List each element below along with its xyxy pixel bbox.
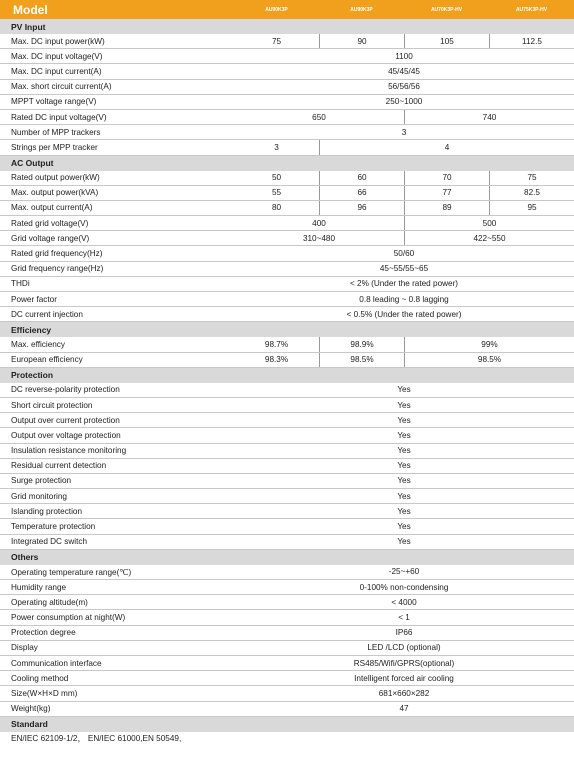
row-label: Grid monitoring (11, 491, 67, 501)
table-row (0, 49, 574, 64)
row-value: Yes (397, 476, 411, 486)
table-row (0, 383, 574, 398)
table-row (0, 337, 574, 352)
row-value: 740 (404, 110, 574, 124)
row-value: 4 (319, 140, 574, 154)
standard-text: EN/IEC 62109-1/2， EN/IEC 61000,EN 50549, (11, 734, 182, 744)
row-label: Weight(kg) (11, 704, 51, 714)
table-row (0, 186, 574, 201)
row-value: Yes (397, 537, 411, 547)
row-label: Operating temperature range(℃) (11, 567, 132, 577)
row-value: 89 (404, 201, 489, 215)
model-name: AU70K3P-HV (430, 6, 463, 13)
model-label: Model (13, 2, 48, 17)
table-row (0, 686, 574, 701)
row-label: Cooling method (11, 673, 69, 683)
model-name: AU90K3P (350, 6, 373, 13)
row-value: < 0.5% (Under the rated power) (346, 309, 462, 319)
section-header: Protection (0, 368, 574, 383)
row-value: 3 (401, 127, 407, 137)
row-value: -25~+60 (388, 567, 420, 577)
table-row (0, 110, 574, 125)
row-value: Yes (397, 385, 411, 395)
table-row (0, 671, 574, 686)
row-value: 3 (274, 142, 279, 152)
row-label: Rated grid frequency(Hz) (11, 249, 103, 259)
row-value: IP66 (395, 628, 413, 638)
row-value: 75 (271, 36, 282, 46)
row-label: Power factor (11, 294, 57, 304)
table-row (0, 519, 574, 534)
table-row (0, 125, 574, 140)
row-label: Max. DC input power(kW) (11, 36, 105, 46)
row-value: 98.3% (264, 355, 289, 365)
row-label: THDi (11, 279, 30, 289)
table-row (0, 535, 574, 550)
row-value: 60 (319, 171, 404, 185)
row-label: Power consumption at night(W) (11, 612, 126, 622)
row-value: RS485/Wifi/GPRS(optional) (353, 658, 455, 668)
row-label: Strings per MPP tracker (11, 142, 98, 152)
row-label: Humidity range (11, 582, 67, 592)
row-label: Max. DC input current(A) (11, 66, 102, 76)
row-value: 422~550 (404, 231, 574, 245)
model-name: AU75K3P-HV (515, 6, 548, 13)
row-label: European efficiency (11, 355, 83, 365)
table-row (0, 140, 574, 155)
row-label: MPPT voltage range(V) (11, 97, 97, 107)
row-label: Rated DC input voltage(V) (11, 112, 107, 122)
row-label: Rated output power(kW) (11, 173, 100, 183)
row-label: Protection degree (11, 628, 76, 638)
row-label: Max. DC input voltage(V) (11, 51, 103, 61)
row-value: 98.7% (264, 339, 289, 349)
table-row (0, 201, 574, 216)
row-label: Rated grid voltage(V) (11, 218, 89, 228)
row-value: 82.5 (489, 186, 574, 200)
row-label: Max. output power(kVA) (11, 188, 99, 198)
table-row (0, 428, 574, 443)
table-row (0, 610, 574, 625)
row-value: 45~55/55~65 (379, 264, 429, 274)
section-header: Others (0, 550, 574, 565)
section-header: PV Input (0, 19, 574, 34)
table-row (0, 231, 574, 246)
table-row (0, 413, 574, 428)
table-row (0, 504, 574, 519)
row-value: Yes (397, 522, 411, 532)
table-row (0, 353, 574, 368)
table-row (0, 262, 574, 277)
row-label: DC current injection (11, 309, 83, 319)
row-value: 681×660×282 (378, 688, 430, 698)
row-value: 77 (404, 186, 489, 200)
row-value: 80 (271, 203, 282, 213)
row-label: Integrated DC switch (11, 537, 87, 547)
row-value: 400 (312, 218, 326, 228)
row-value: 45/45/45 (388, 66, 420, 76)
row-value: 47 (399, 704, 409, 714)
row-value: < 1 (398, 612, 410, 622)
table-row (0, 307, 574, 322)
row-value: Intelligent forced air cooling (354, 673, 454, 683)
table-row (0, 171, 574, 186)
table-row (0, 626, 574, 641)
row-label: Islanding protection (11, 506, 83, 516)
row-value: 96 (319, 201, 404, 215)
row-value: 98.5% (404, 353, 574, 367)
row-value: 650 (312, 112, 326, 122)
row-label: Communication interface (11, 658, 102, 668)
model-header (0, 0, 574, 19)
table-row (0, 702, 574, 717)
row-label: DC reverse-polarity protection (11, 385, 120, 395)
row-label: Surge protection (11, 476, 72, 486)
row-label: Grid frequency range(Hz) (11, 264, 104, 274)
row-label: Max. efficiency (11, 339, 65, 349)
row-value: Yes (397, 461, 411, 471)
table-row (0, 398, 574, 413)
table-row (0, 277, 574, 292)
section-header: Efficiency (0, 322, 574, 337)
table-row (0, 474, 574, 489)
row-value: 50 (271, 173, 282, 183)
section-header: Standard (0, 717, 574, 732)
table-row (0, 34, 574, 49)
row-value: LED /LCD (optional) (367, 643, 441, 653)
row-value: 55 (271, 188, 282, 198)
row-label: Output over voltage protection (11, 430, 121, 440)
row-value: 50/60 (393, 249, 415, 259)
row-value: 75 (489, 171, 574, 185)
row-value: 0-100% non-condensing (359, 582, 449, 592)
row-label: Max. short circuit current(A) (11, 82, 112, 92)
row-label: Short circuit protection (11, 400, 93, 410)
row-label: Grid voltage range(V) (11, 233, 90, 243)
row-value: 66 (319, 186, 404, 200)
row-value: 56/56/56 (388, 82, 420, 92)
row-label: Insulation resistance monitoring (11, 446, 127, 456)
row-label: Number of MPP trackers (11, 127, 101, 137)
row-value: 70 (404, 171, 489, 185)
row-label: Display (11, 643, 38, 653)
table-row (0, 444, 574, 459)
row-value: < 4000 (391, 597, 417, 607)
row-value: 90 (319, 34, 404, 48)
table-row (0, 595, 574, 610)
row-value: Yes (397, 446, 411, 456)
spec-table (0, 19, 574, 732)
row-label: Output over current protection (11, 415, 120, 425)
row-value: 310~480 (302, 233, 336, 243)
table-row (0, 489, 574, 504)
row-label: Size(W×H×D mm) (11, 688, 78, 698)
row-value: 500 (404, 216, 574, 230)
row-value: < 2% (Under the rated power) (349, 279, 459, 289)
row-value: 95 (489, 201, 574, 215)
table-row (0, 459, 574, 474)
row-label: Residual current detection (11, 461, 107, 471)
table-row (0, 216, 574, 231)
row-label: Operating altitude(m) (11, 597, 88, 607)
row-value: Yes (397, 400, 411, 410)
row-value: Yes (397, 415, 411, 425)
row-value: 105 (404, 34, 489, 48)
row-value: Yes (397, 491, 411, 501)
row-value: 98.5% (319, 353, 404, 367)
row-value: Yes (397, 430, 411, 440)
row-label: Temperature protection (11, 522, 96, 532)
table-row (0, 292, 574, 307)
table-row (0, 565, 574, 580)
row-label: Max. output current(A) (11, 203, 93, 213)
table-row (0, 80, 574, 95)
table-row (0, 64, 574, 79)
section-header: AC Output (0, 156, 574, 171)
row-value: 1100 (395, 51, 413, 61)
row-value: 0.8 leading ~ 0.8 lagging (359, 294, 449, 304)
row-value: 250~1000 (385, 97, 423, 107)
table-row (0, 580, 574, 595)
table-row (0, 641, 574, 656)
model-name: AU90K3P (265, 6, 288, 13)
row-value: Yes (397, 506, 411, 516)
table-row (0, 246, 574, 261)
row-value: 112.5 (489, 34, 574, 48)
row-value: 98.9% (319, 337, 404, 351)
table-row (0, 95, 574, 110)
row-value: 99% (404, 337, 574, 351)
table-row (0, 656, 574, 671)
